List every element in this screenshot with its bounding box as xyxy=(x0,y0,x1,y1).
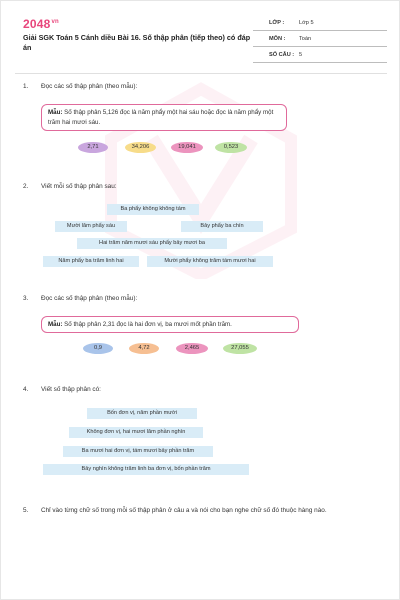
number-oval: 2,71 xyxy=(78,142,108,153)
meta-key: LỚP : xyxy=(269,20,285,26)
number-oval: 27,055 xyxy=(223,343,257,354)
meta-row-subject xyxy=(253,31,387,47)
meta-table xyxy=(253,15,387,63)
meta-value: Toán xyxy=(299,36,312,42)
decimal-phrase: Năm phẩy ba trăm linh hai xyxy=(43,256,139,267)
page-title: Giải SGK Toán 5 Cánh diều Bài 16. Số thập phân (tiếp theo) có đáp án xyxy=(23,33,251,52)
number-oval: 0,523 xyxy=(215,142,247,153)
meta-key: SỐ CÂU : xyxy=(269,52,295,58)
meta-value: 5 xyxy=(299,52,303,58)
example-text: Số thập phân 2,31 đọc là hai đơn vị, ba mươi mốt phần trăm. xyxy=(64,321,232,328)
number-oval: 4,72 xyxy=(129,343,159,354)
question-3: 3. Đọc các số thập phân (theo mẫu): xyxy=(23,295,138,302)
number-oval: 0,9 xyxy=(83,343,113,354)
decimal-phrase: Bảy nghìn không trăm linh ba đơn vị, bốn phần trăm xyxy=(43,464,249,475)
number-oval: 2,465 xyxy=(176,343,208,354)
example-box-1 xyxy=(41,104,287,131)
example-box-3 xyxy=(41,316,299,333)
question-5: 5. Chỉ vào từng chữ số trong mỗi số thập phân ở câu a và nói cho bạn nghe chữ số đó thuộc hàng nào. xyxy=(23,507,327,514)
meta-value: Lớp 5 xyxy=(299,20,314,26)
site-logo[interactable]: $2048^{vn}$ xyxy=(23,17,59,31)
decimal-phrase: Hai trăm năm mươi sáu phẩy bảy mươi ba xyxy=(77,238,227,249)
decimal-phrase: Bốn đơn vị, năm phần mười xyxy=(87,408,197,419)
example-label: Mẫu: xyxy=(48,321,63,328)
decimal-phrase: Không đơn vị, hai mươi lăm phần nghìn xyxy=(69,427,203,438)
decimal-phrase: Mười lăm phẩy sáu xyxy=(55,221,127,232)
number-oval: 19,041 xyxy=(171,142,203,153)
example-label: Mẫu: xyxy=(48,109,63,116)
meta-row-grade xyxy=(253,15,387,31)
question-1: 1. Đọc các số thập phân (theo mẫu): xyxy=(23,83,138,90)
decimal-phrase: Mười phẩy không trăm tám mươi hai xyxy=(147,256,273,267)
header xyxy=(15,13,387,69)
meta-key: MÔN : xyxy=(269,36,286,42)
decimal-phrase: Bảy phẩy ba chín xyxy=(181,221,263,232)
header-divider xyxy=(15,73,387,74)
question-2: 2. Viết mỗi số thập phân sau: xyxy=(23,183,117,190)
decimal-phrase: Ba mươi hai đơn vị, tám mươi bảy phần trăm xyxy=(63,446,213,457)
decimal-phrase: Ba phẩy không không tám xyxy=(107,204,199,215)
meta-row-count xyxy=(253,47,387,63)
question-4: 4. Viết số thập phân có: xyxy=(23,386,101,393)
number-oval: 34,206 xyxy=(125,142,156,153)
example-text: Số thập phân 5,126 đọc là năm phẩy một hai sáu hoặc đọc là năm phẩy một trăm hai mươi sáu. xyxy=(48,109,274,126)
